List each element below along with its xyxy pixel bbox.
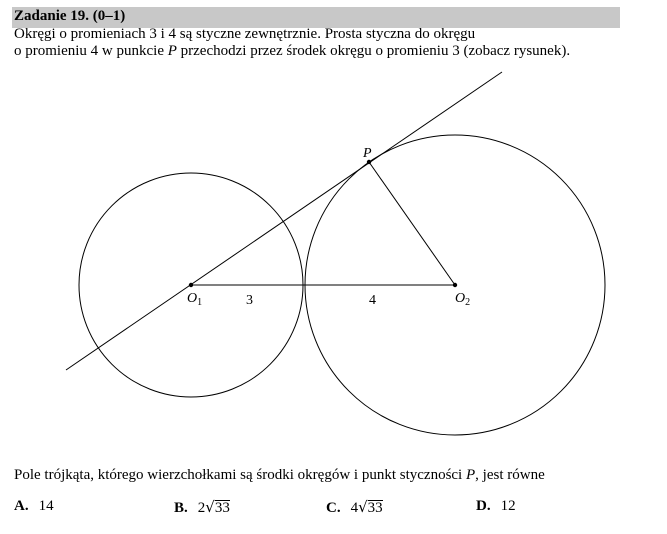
statement-line-1: Okręgi o promieniach 3 i 4 są styczne zewnętrznie. Prosta styczna do okręgu xyxy=(14,26,476,42)
label-O1: $O_1$ xyxy=(187,291,203,308)
point-O2 xyxy=(453,283,457,287)
sqrt-sign-c: √ xyxy=(358,498,368,516)
answer-option-d[interactable] xyxy=(476,498,516,515)
label-P: P xyxy=(363,146,372,161)
answer-radicand-c: 33 xyxy=(367,500,383,516)
question-text: Pole trójkąta, którego wierzchołkami są środki okręgów i punkt styczności P, jest równe xyxy=(14,467,545,483)
answer-letter-b: B. xyxy=(174,500,188,516)
answer-value-a: 14 xyxy=(38,498,54,514)
answer-value-d: 12 xyxy=(500,498,516,514)
sqrt-sign-b: √ xyxy=(205,498,215,516)
answer-coef-c: 4 xyxy=(350,500,359,516)
task-title: Zadanie 19. (0–1) xyxy=(14,8,126,24)
answer-option-c[interactable] xyxy=(326,498,383,517)
tangent-line xyxy=(66,72,502,370)
segment-P-O2 xyxy=(369,162,455,285)
label-radius-3: 3 xyxy=(246,293,253,308)
answer-option-a[interactable] xyxy=(14,498,54,515)
answer-coef-b: 2 xyxy=(197,500,206,516)
label-O2: $O_2$ xyxy=(455,291,471,308)
answer-option-b[interactable] xyxy=(174,498,230,517)
point-P-question: P xyxy=(465,467,476,483)
point-O1 xyxy=(189,283,193,287)
answer-letter-c: C. xyxy=(326,500,341,516)
statement-line-2: o promieniu 4 w punkcie P przechodzi przez środek okręgu o promieniu 3 (zobacz rysunek). xyxy=(14,43,571,59)
label-radius-4: 4 xyxy=(369,293,376,308)
answer-letter-d: D. xyxy=(476,498,491,514)
answer-radicand-b: 33 xyxy=(214,500,230,516)
answer-letter-a: A. xyxy=(14,498,29,514)
point-P-inline: P xyxy=(167,43,177,59)
